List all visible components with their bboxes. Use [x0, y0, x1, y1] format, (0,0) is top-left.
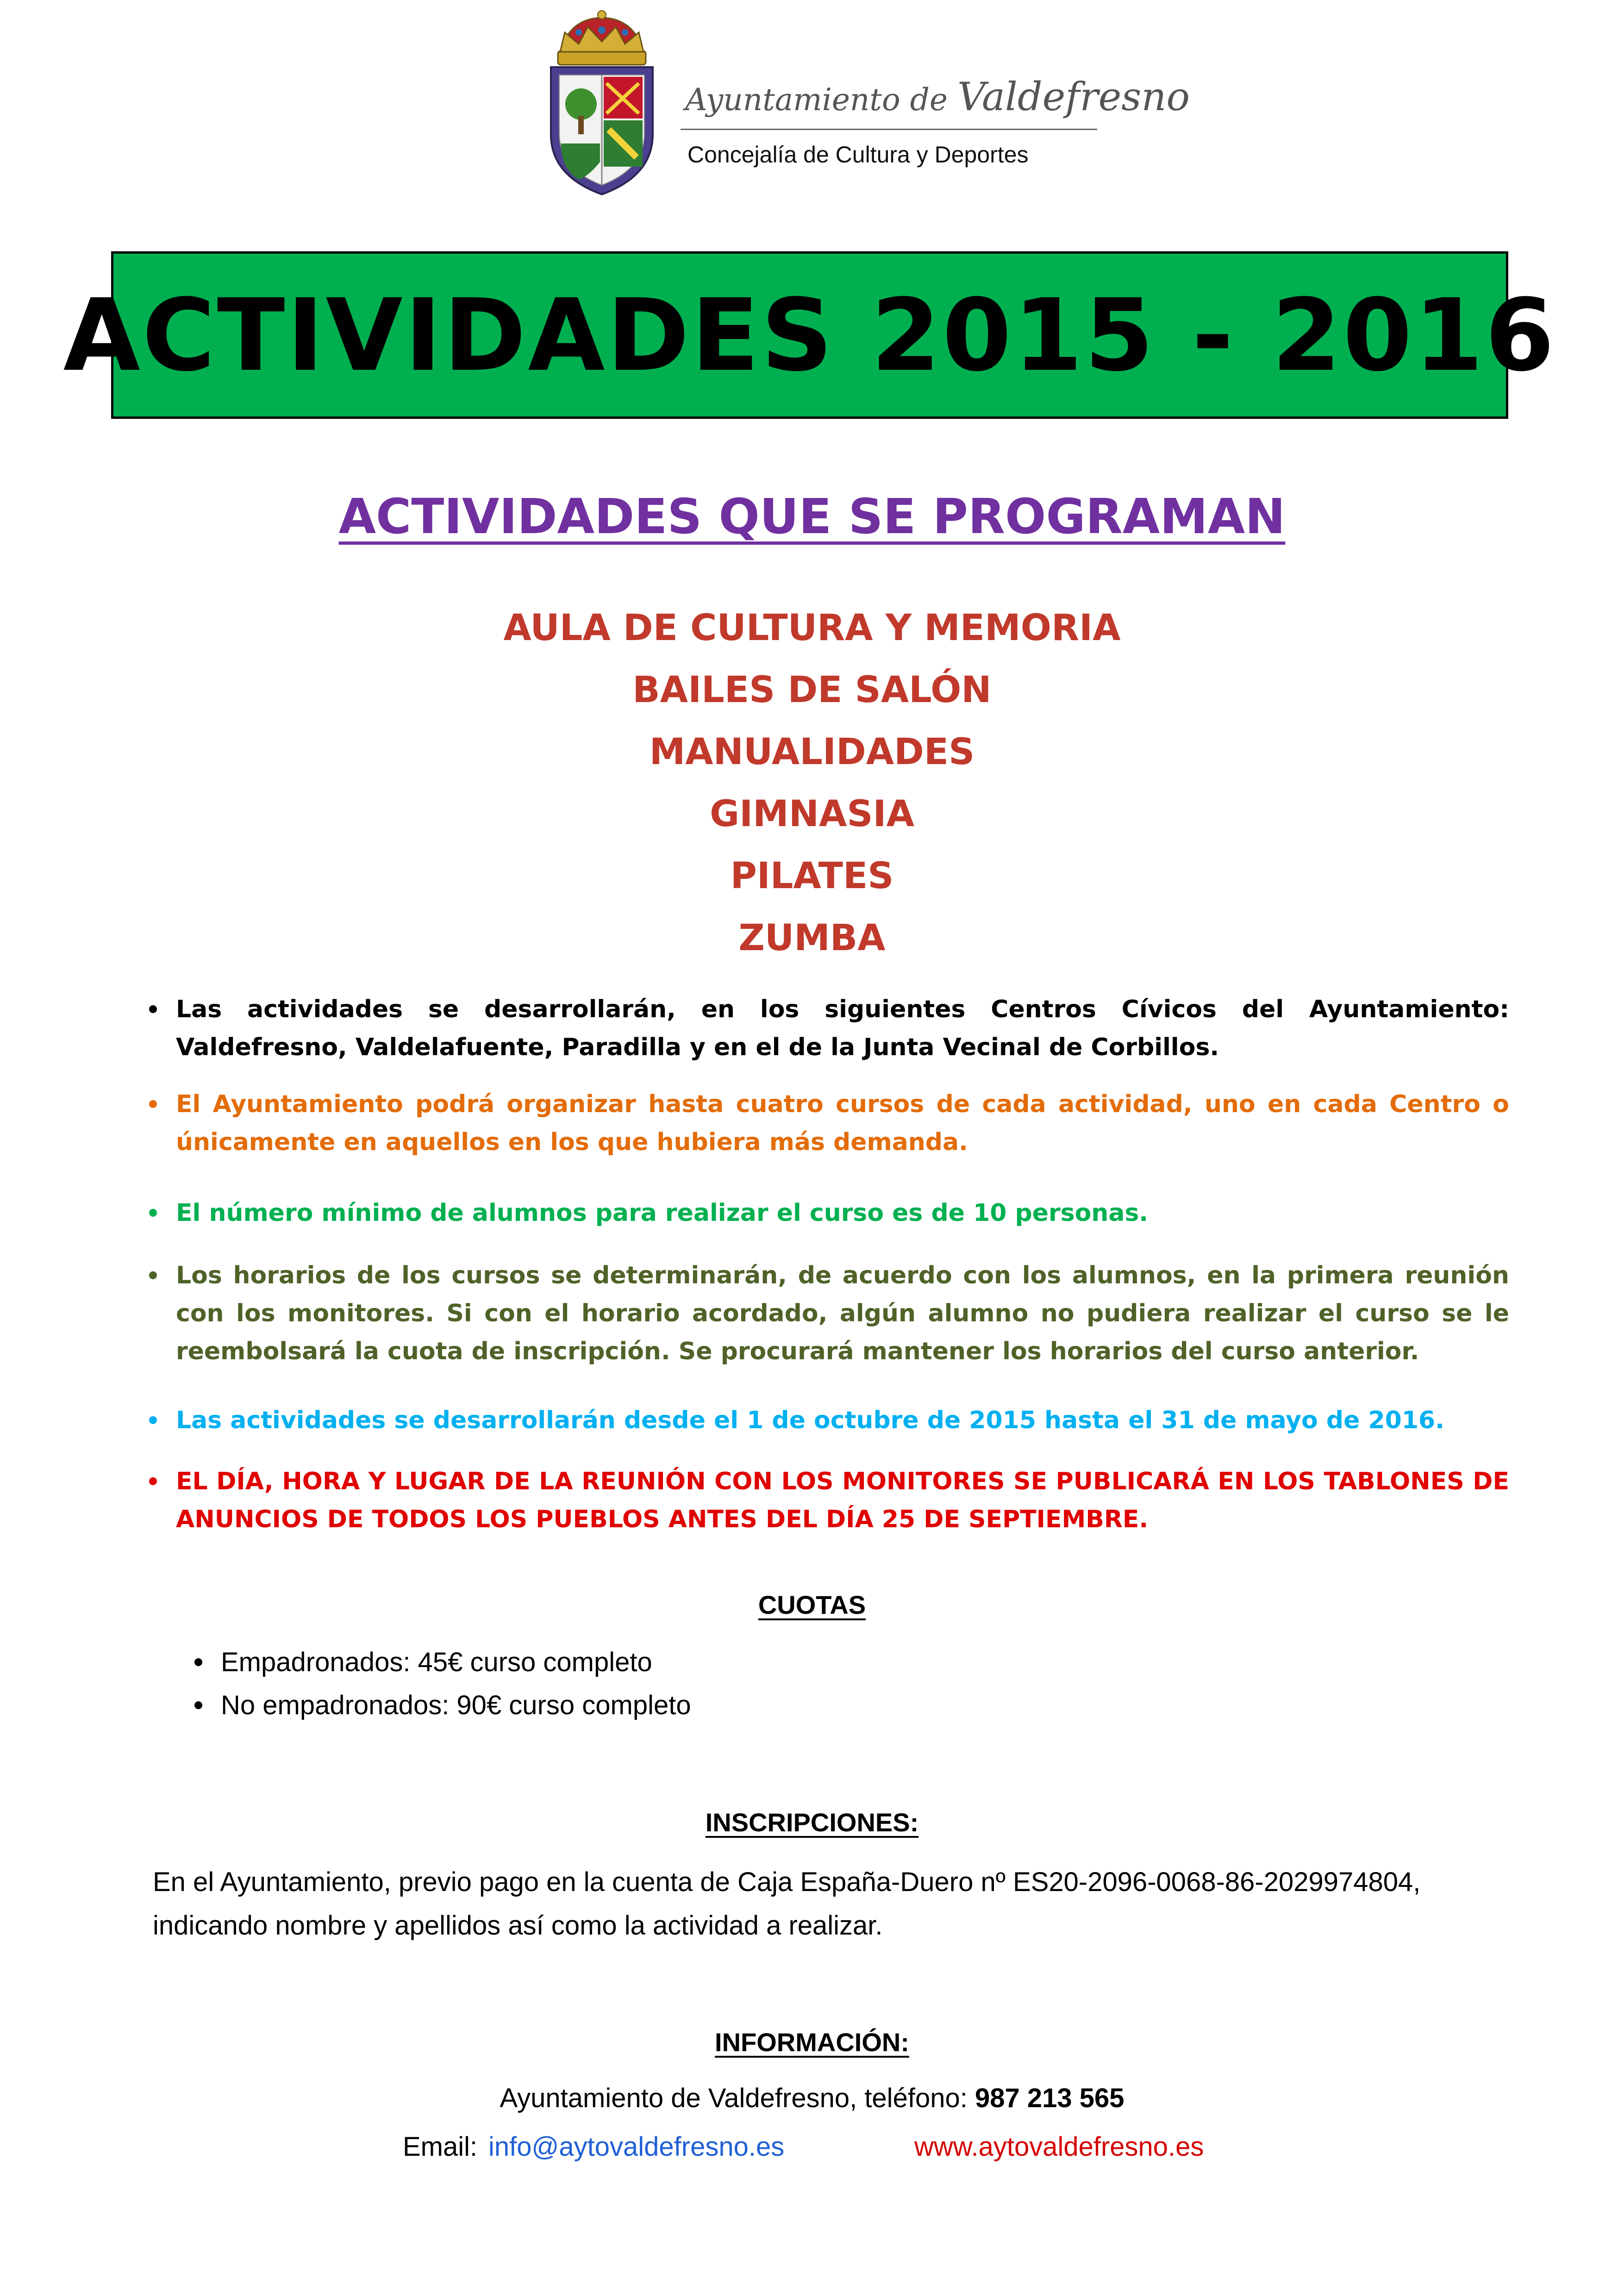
note-item: El número mínimo de alumnos para realizar el curso es de 10 personas. [176, 1194, 1509, 1232]
department-name: Concejalía de Cultura y Deportes [687, 142, 1029, 168]
activity-item: BAILES DE SALÓN [632, 669, 992, 711]
contact-phone-line [0, 2083, 1624, 2114]
note-item: EL DÍA, HORA Y LUGAR DE LA REUNIÓN CON LOS MONITORES SE PUBLICARÁ EN LOS TABLONES DE ANUNCIOS DE TODOS LOS PUEBLOS ANTES DEL DÍA 25 DE SEPTIEMBRE. [176, 1462, 1509, 1538]
activity-item: GIMNASIA [710, 793, 914, 835]
page-title: ACTIVIDADES 2015 - 2016 [63, 277, 1556, 393]
activity-item: PILATES [730, 855, 894, 897]
website-link[interactable]: www.aytovaldefresno.es [914, 2132, 1204, 2162]
organization-town: Valdefresno [957, 74, 1190, 119]
note-item: Las actividades se desarrollarán, en los siguientes Centros Cívicos del Ayuntamiento: Valdefresno, Valdelafuente, Paradilla y en el de la Junta Vecinal de Corbillos. [176, 990, 1509, 1066]
section-subtitle: ACTIVIDADES QUE SE PROGRAMAN [338, 488, 1286, 545]
email-link[interactable]: info@aytovaldefresno.es [488, 2132, 785, 2162]
contact-text: Ayuntamiento de Valdefresno, teléfono: [500, 2083, 968, 2113]
fees-heading: CUOTAS [758, 1590, 866, 1619]
activity-item: ZUMBA [738, 917, 886, 959]
information-heading: INFORMACIÓN: [715, 2028, 909, 2057]
registration-text: En el Ayuntamiento, previo pago en la cuenta de Caja España-Duero nº ES20-2096-0068-86-2029974804, indicando nombre y apellidos así como la actividad a realizar. [153, 1867, 1421, 1941]
header-divider [681, 129, 1097, 130]
organization-prefix: Ayuntamiento de [685, 82, 948, 118]
fees-list [0, 1641, 1624, 1727]
note-item: Las actividades se desarrollarán desde el 1 de octubre de 2015 hasta el 31 de mayo de 2016. [176, 1401, 1509, 1439]
fee-item: Empadronados: 45€ curso completo [221, 1641, 1424, 1684]
title-banner [63, 251, 1556, 419]
email-label: Email: [403, 2132, 478, 2162]
activity-list [0, 597, 1624, 969]
registration-heading: INSCRIPCIONES: [705, 1808, 919, 1837]
organization-name [685, 74, 1190, 119]
fee-item: No empadronados: 90€ curso completo [221, 1684, 1424, 1727]
phone-number: 987 213 565 [974, 2083, 1124, 2113]
note-item: El Ayuntamiento podrá organizar hasta cuatro cursos de cada actividad, uno en cada Centro o únicamente en aquellos en los que hubiera más demanda. [176, 1085, 1509, 1161]
coat-of-arms-logo [532, 9, 671, 199]
activity-item: MANUALIDADES [649, 731, 975, 773]
activity-item: AULA DE CULTURA Y MEMORIA [503, 607, 1121, 649]
note-item: Los horarios de los cursos se determinarán, de acuerdo con los alumnos, en la primera reunión con los monitores. Si con el horario acordado, algún alumno no pudiera realizar el curso se le reembolsará la cuota de inscripción. Se procurará mantener los horarios del curso anterior. [176, 1257, 1509, 1370]
